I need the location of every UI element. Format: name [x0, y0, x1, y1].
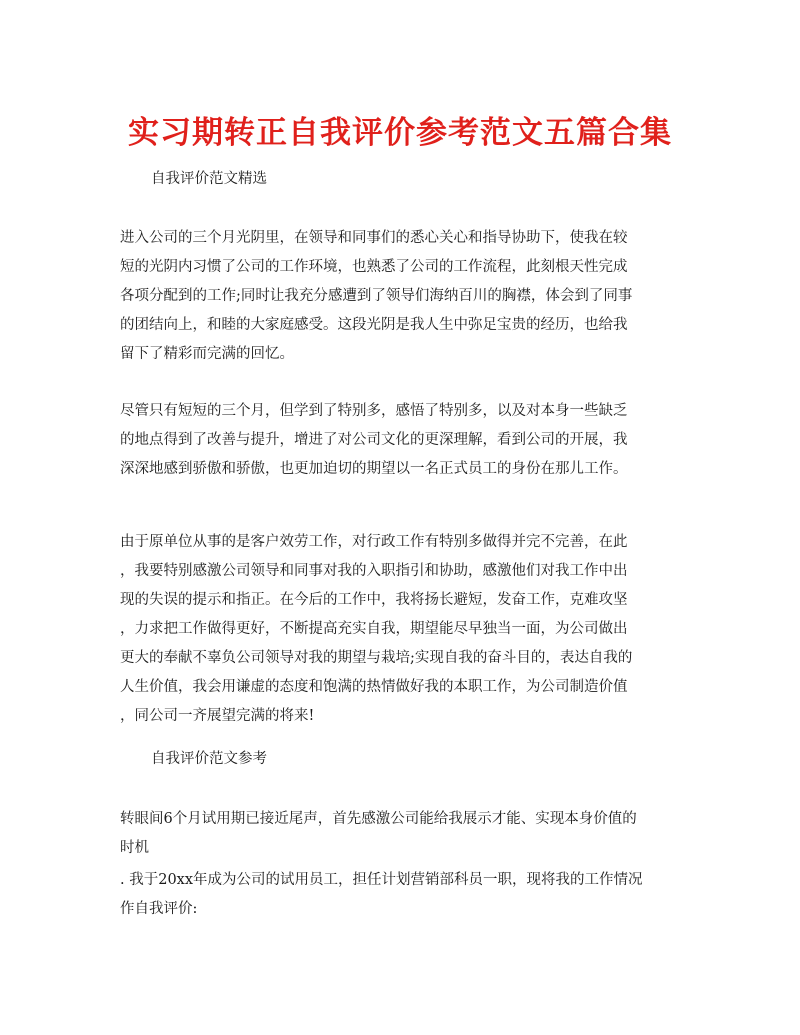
paragraph-line: 现的失误的提示和指正。在今后的工作中，我将扬长避短，发奋工作，克难攻坚 [120, 592, 628, 608]
paragraph-2 [120, 397, 710, 484]
paragraph-line: ，我要特别感激公司领导和同事对我的入职指引和协助，感激他们对我工作中出 [120, 563, 628, 579]
paragraph-1 [120, 224, 710, 369]
paragraph-line: 的团结向上，和睦的大家庭感受。这段光阴是我人生中弥足宝贵的经历，也给我 [120, 317, 628, 333]
paragraph-line: 尽管只有短短的三个月，但学到了特别多，感悟了特别多，以及对本身一些缺乏 [120, 403, 628, 419]
paragraph-line: ，力求把工作做得更好，不断提高充实自我，期望能尽早独当一面，为公司做出 [120, 621, 628, 637]
paragraph-line: 时机 [120, 840, 149, 856]
paragraph-line: ，同公司一齐展望完满的将来! [120, 708, 315, 724]
paragraph-line: 的地点得到了改善与提升，增进了对公司文化的更深理解，看到公司的开展，我 [120, 432, 628, 448]
paragraph-line: 由于原单位从事的是客户效劳工作，对行政工作有特别多做得并完不完善，在此 [120, 534, 628, 550]
section-heading-selected-samples: 自我评价范文精选 [151, 171, 267, 187]
paragraph-line: 深深地感到骄傲和骄傲，也更加迫切的期望以一名正式员工的身份在那儿工作。 [120, 461, 628, 477]
paragraph-line: 留下了精彩而完满的回忆。 [120, 346, 294, 362]
section-heading-reference-samples: 自我评价范文参考 [151, 751, 267, 767]
paragraph-line: 各项分配到的工作;同时让我充分感遭到了领导们海纳百川的胸襟，体会到了同事 [120, 288, 633, 304]
paragraph-5 [120, 866, 710, 924]
paragraph-line: 进入公司的三个月光阴里，在领导和同事们的悉心关心和指导协助下，使我在较 [120, 230, 628, 246]
paragraph-line: . 我于20xx年成为公司的试用员工，担任计划营销部科员一职，现将我的工作情况 [120, 872, 643, 888]
document-title: 实习期转正自我评价参考范文五篇合集 [128, 115, 672, 151]
paragraph-line: 作自我评价: [120, 901, 198, 917]
paragraph-line: 人生价值，我会用谦虚的态度和饱满的热情做好我的本职工作，为公司制造价值 [120, 679, 628, 695]
paragraph-line: 短的光阴内习惯了公司的工作环境，也熟悉了公司的工作流程，此刻根天性完成 [120, 259, 628, 275]
paragraph-line: 更大的奉献不辜负公司领导对我的期望与栽培;实现自我的奋斗目的，表达自我的 [120, 650, 633, 666]
paragraph-4 [120, 805, 710, 863]
paragraph-line: 转眼间6个月试用期已接近尾声，首先感激公司能给我展示才能、实现本身价值的 [120, 811, 637, 827]
paragraph-3 [120, 528, 710, 731]
